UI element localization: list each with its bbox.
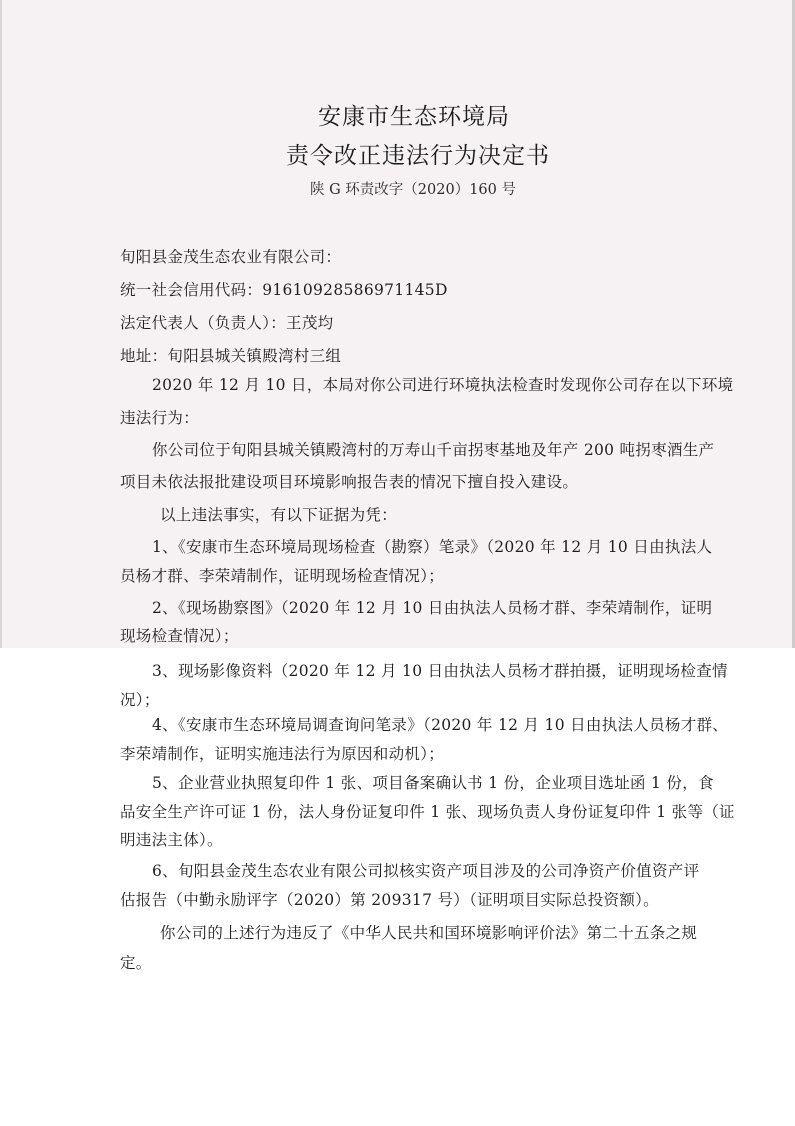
evidence-1-line-2: 员杨才群、李荣靖制作，证明现场检查情况）； bbox=[120, 567, 445, 585]
document-number: 陕 G 环责改字（2020）160 号 bbox=[310, 182, 516, 198]
org-name: 安康市生态环境局 bbox=[318, 104, 510, 130]
evidence-5-line-3: 明违法主体）。 bbox=[120, 831, 223, 849]
evidence-6-line-2: 估报告（中勤永励评字（2020）第 209317 号）（证明项目实际总投资额）。 bbox=[120, 891, 659, 909]
document-title: 责令改正违法行为决定书 bbox=[286, 143, 550, 169]
evidence-3-line-1: 3、现场影像资料（2020 年 12 月 10 日由执法人员杨才群拍摄，证明现场检查情 bbox=[152, 662, 728, 680]
intro-line-1: 2020 年 12 月 10 日，本局对你公司进行环境执法检查时发现你公司存在以下环境 bbox=[152, 376, 734, 394]
evidence-1-line-1: 1、《安康市生态环境局现场检查（勘察）笔录》（2020 年 12 月 10 日由执法人 bbox=[152, 538, 713, 556]
evidence-5-line-2: 品安全生产许可证 1 份，法人身份证复印件 1 张、现场负责人身份证复印件 1 张等（证 bbox=[120, 803, 735, 821]
evidence-6-line-1: 6、旬阳县金茂生态农业有限公司拟核实资产项目涉及的公司净资产价值资产评 bbox=[152, 862, 700, 880]
evidence-5-line-1: 5、企业营业执照复印件 1 张、项目备案确认书 1 份，企业项目选址函 1 份，食 bbox=[152, 774, 714, 792]
page-edge-left bbox=[0, 0, 2, 648]
address: 地址：旬阳县城关镇殿湾村三组 bbox=[120, 347, 342, 365]
evidence-2-line-2: 现场检查情况）； bbox=[120, 627, 239, 645]
evidence-intro: 以上违法事实，有以下证据为凭： bbox=[160, 506, 398, 524]
evidence-3-line-2: 况）； bbox=[120, 691, 160, 709]
fact-line-2: 项目未依法报批建设项目环境影响报告表的情况下擅自投入建设。 bbox=[120, 473, 579, 491]
conclusion-line-1: 你公司的上述行为违反了《中华人民共和国环境影响评价法》第二十五条之规 bbox=[160, 924, 698, 942]
fact-line-1: 你公司位于旬阳县城关镇殿湾村的万寿山千亩拐枣基地及年产 200 吨拐枣酒生产 bbox=[152, 441, 715, 459]
evidence-4-line-2: 李荣靖制作，证明实施违法行为原因和动机）； bbox=[120, 745, 445, 763]
party-name: 旬阳县金茂生态农业有限公司： bbox=[120, 248, 342, 266]
legal-representative: 法定代表人（负责人）：王茂均 bbox=[120, 314, 334, 332]
conclusion-line-2: 定。 bbox=[120, 954, 152, 972]
evidence-2-line-1: 2、《现场勘察图》（2020 年 12 月 10 日由执法人员杨才群、李荣靖制作，证明 bbox=[152, 599, 713, 617]
intro-line-2: 违法行为： bbox=[120, 409, 200, 427]
credit-code: 统一社会信用代码：91610928586971145D bbox=[120, 281, 448, 299]
evidence-4-line-1: 4、《安康市生态环境局调查询问笔录》（2020 年 12 月 10 日由执法人员杨才群、 bbox=[152, 716, 729, 734]
